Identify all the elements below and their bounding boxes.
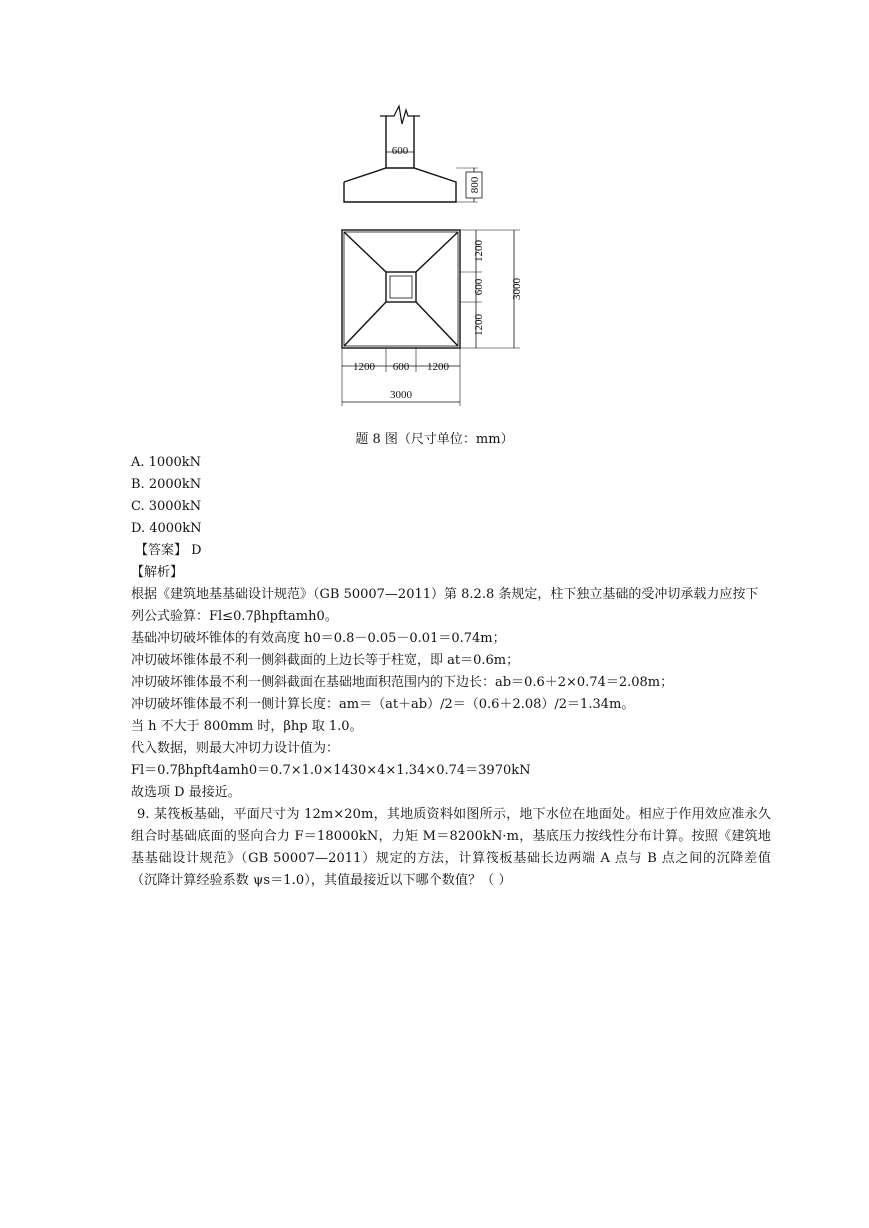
dim-column-width: 600 xyxy=(391,145,409,157)
option-a: A. 1000kN xyxy=(131,455,201,470)
analysis-line-5: 冲切破坏锥体最不利一侧计算长度：am＝（at＋ab）/2＝（0.6＋2.08）/2＝1.34m。 xyxy=(131,697,635,712)
analysis-line-4: 冲切破坏锥体最不利一侧斜截面在基础地面积范围内的下边长：ab＝0.6＋2×0.74＝2.08m； xyxy=(131,675,674,690)
dim-v-bot: 1200 xyxy=(473,314,485,336)
dim-height: 800 xyxy=(469,176,481,194)
column-plan xyxy=(386,272,416,302)
analysis-line-7: 代入数据，则最大冲切力设计值为： xyxy=(131,741,340,756)
foundation-figure xyxy=(330,96,540,412)
option-c: C. 3000kN xyxy=(131,499,202,514)
dim-v-mid: 600 xyxy=(473,278,485,296)
dim-h-mid: 600 xyxy=(392,361,410,373)
analysis-line-3: 冲切破坏锥体最不利一侧斜截面的上边长等于柱宽，即 at＝0.6m； xyxy=(131,653,520,668)
analysis-line-6: 当 h 不大于 800mm 时，βhp 取 1.0。 xyxy=(131,719,363,734)
foundation-drawing-svg xyxy=(330,96,540,412)
elevation-view xyxy=(344,106,482,202)
analysis-paragraph-1: 根据《建筑地基基础设计规范》（GB 50007—2011）第 8.2.8 条规定，柱下独立基础的受冲切承载力应按下列公式验算：Fl≤0.7βhpftamh0。 xyxy=(131,587,759,624)
document-body xyxy=(131,452,771,892)
analysis-title: 【解析】 xyxy=(131,565,184,580)
dim-v-top: 1200 xyxy=(473,240,485,262)
analysis-line-9: 故选项 D 最接近。 xyxy=(131,785,241,800)
figure-caption: 题 8 图（尺寸单位：mm） xyxy=(355,432,514,447)
dim-h-left: 1200 xyxy=(353,361,375,373)
answer-line: 【答案】 D xyxy=(135,543,202,558)
question-9: 9. 某筏板基础，平面尺寸为 12m×20m，其地质资料如图所示，地下水位在地面处。相应于作用效应准永久组合时基础底面的竖向合力 F＝18000kN，力矩 M＝8200kN·m，基底压力按线性分布计算。按照《建筑地基基础设计规范》（GB 50007—2011）规定的方法，计算筏板基础长边两端 A 点与 B 点之间的沉降差值（沉降计算经验系数 ψs＝1.0），其值最接近以下哪个数值？（ ） xyxy=(131,807,771,888)
plan-view xyxy=(342,230,520,406)
option-b: B. 2000kN xyxy=(131,477,202,492)
dim-h-total: 3000 xyxy=(390,389,412,401)
analysis-line-8: Fl＝0.7βhpft4amh0＝0.7×1.0×1430×4×1.34×0.74＝3970kN xyxy=(131,763,531,778)
option-d: D. 4000kN xyxy=(131,521,202,536)
dim-v-total: 3000 xyxy=(511,278,523,300)
footing-outline xyxy=(344,168,456,202)
dim-h-right: 1200 xyxy=(427,361,449,373)
analysis-line-2: 基础冲切破坏锥体的有效高度 h0＝0.8－0.05－0.01＝0.74m； xyxy=(131,631,506,646)
